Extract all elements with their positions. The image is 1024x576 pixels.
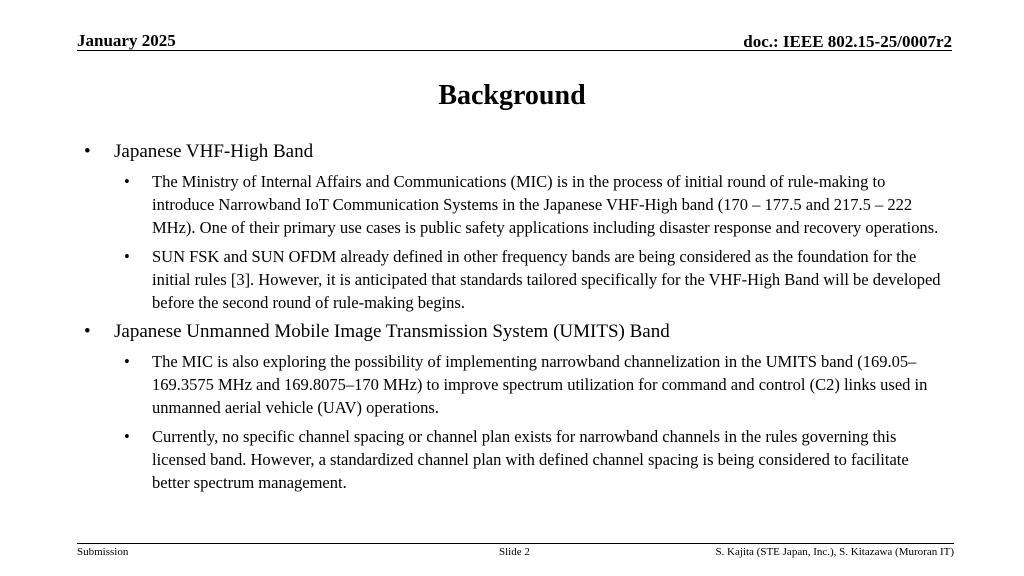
bullet-dot-icon: • xyxy=(84,141,91,162)
bullet-dot-icon: • xyxy=(84,321,91,342)
header-rule xyxy=(77,50,952,51)
slide-title: Background xyxy=(438,80,586,111)
bullet-dot-icon: • xyxy=(124,247,130,266)
header-date: January 2025 xyxy=(77,31,176,50)
footer-slide-number: Slide 2 xyxy=(499,546,530,558)
bullet-umits-band xyxy=(84,320,944,344)
bullet-vhf-high-band xyxy=(84,140,944,164)
bullet-text: Japanese Unmanned Mobile Image Transmission System (UMITS) Band xyxy=(114,321,670,342)
bullet-dot-icon: • xyxy=(124,172,130,191)
header-doc-id: doc.: IEEE 802.15-25/0007r2 xyxy=(743,32,952,51)
sub-bullet xyxy=(124,425,944,494)
sub-bullet-text: The MIC is also exploring the possibility of implementing narrowband channelization in the UMITS band (169.05–169.3575 MHz and 169.8075–170 MHz) to improve spectrum utilization for command and control (C2) links used in unmanned aerial vehicle (UAV) operations. xyxy=(152,352,928,417)
sub-bullet-text: The Ministry of Internal Affairs and Communications (MIC) is in the process of initial round of rule-making to introduce Narrowband IoT Communication Systems in the Japanese VHF-High band (170 – 177.5 and 217.5 – 222 MHz). One of their primary use cases is public safety applications including disaster response and recovery operations. xyxy=(152,172,939,237)
slide-content xyxy=(84,140,944,500)
sub-bullet xyxy=(124,350,944,419)
bullet-text: Japanese VHF-High Band xyxy=(114,141,314,162)
footer-authors: S. Kajita (STE Japan, Inc.), S. Kitazawa (Muroran IT) xyxy=(715,546,954,558)
sub-bullet xyxy=(124,170,944,239)
bullet-dot-icon: • xyxy=(124,427,130,446)
sub-bullet-text: Currently, no specific channel spacing or channel plan exists for narrowband channels in the rules governing this licensed band. However, a standardized channel plan with defined channel spacing is being considered to facilitate better spectrum management. xyxy=(152,427,909,492)
bullet-dot-icon: • xyxy=(124,352,130,371)
footer-submission: Submission xyxy=(77,546,129,558)
sub-bullet xyxy=(124,245,944,314)
footer-rule xyxy=(77,543,954,544)
sub-bullet-text: SUN FSK and SUN OFDM already defined in other frequency bands are being considered as the foundation for the initial rules [3]. However, it is anticipated that standards tailored specifically for the VHF-High Band will be developed before the second round of rule-making begins. xyxy=(152,247,941,312)
